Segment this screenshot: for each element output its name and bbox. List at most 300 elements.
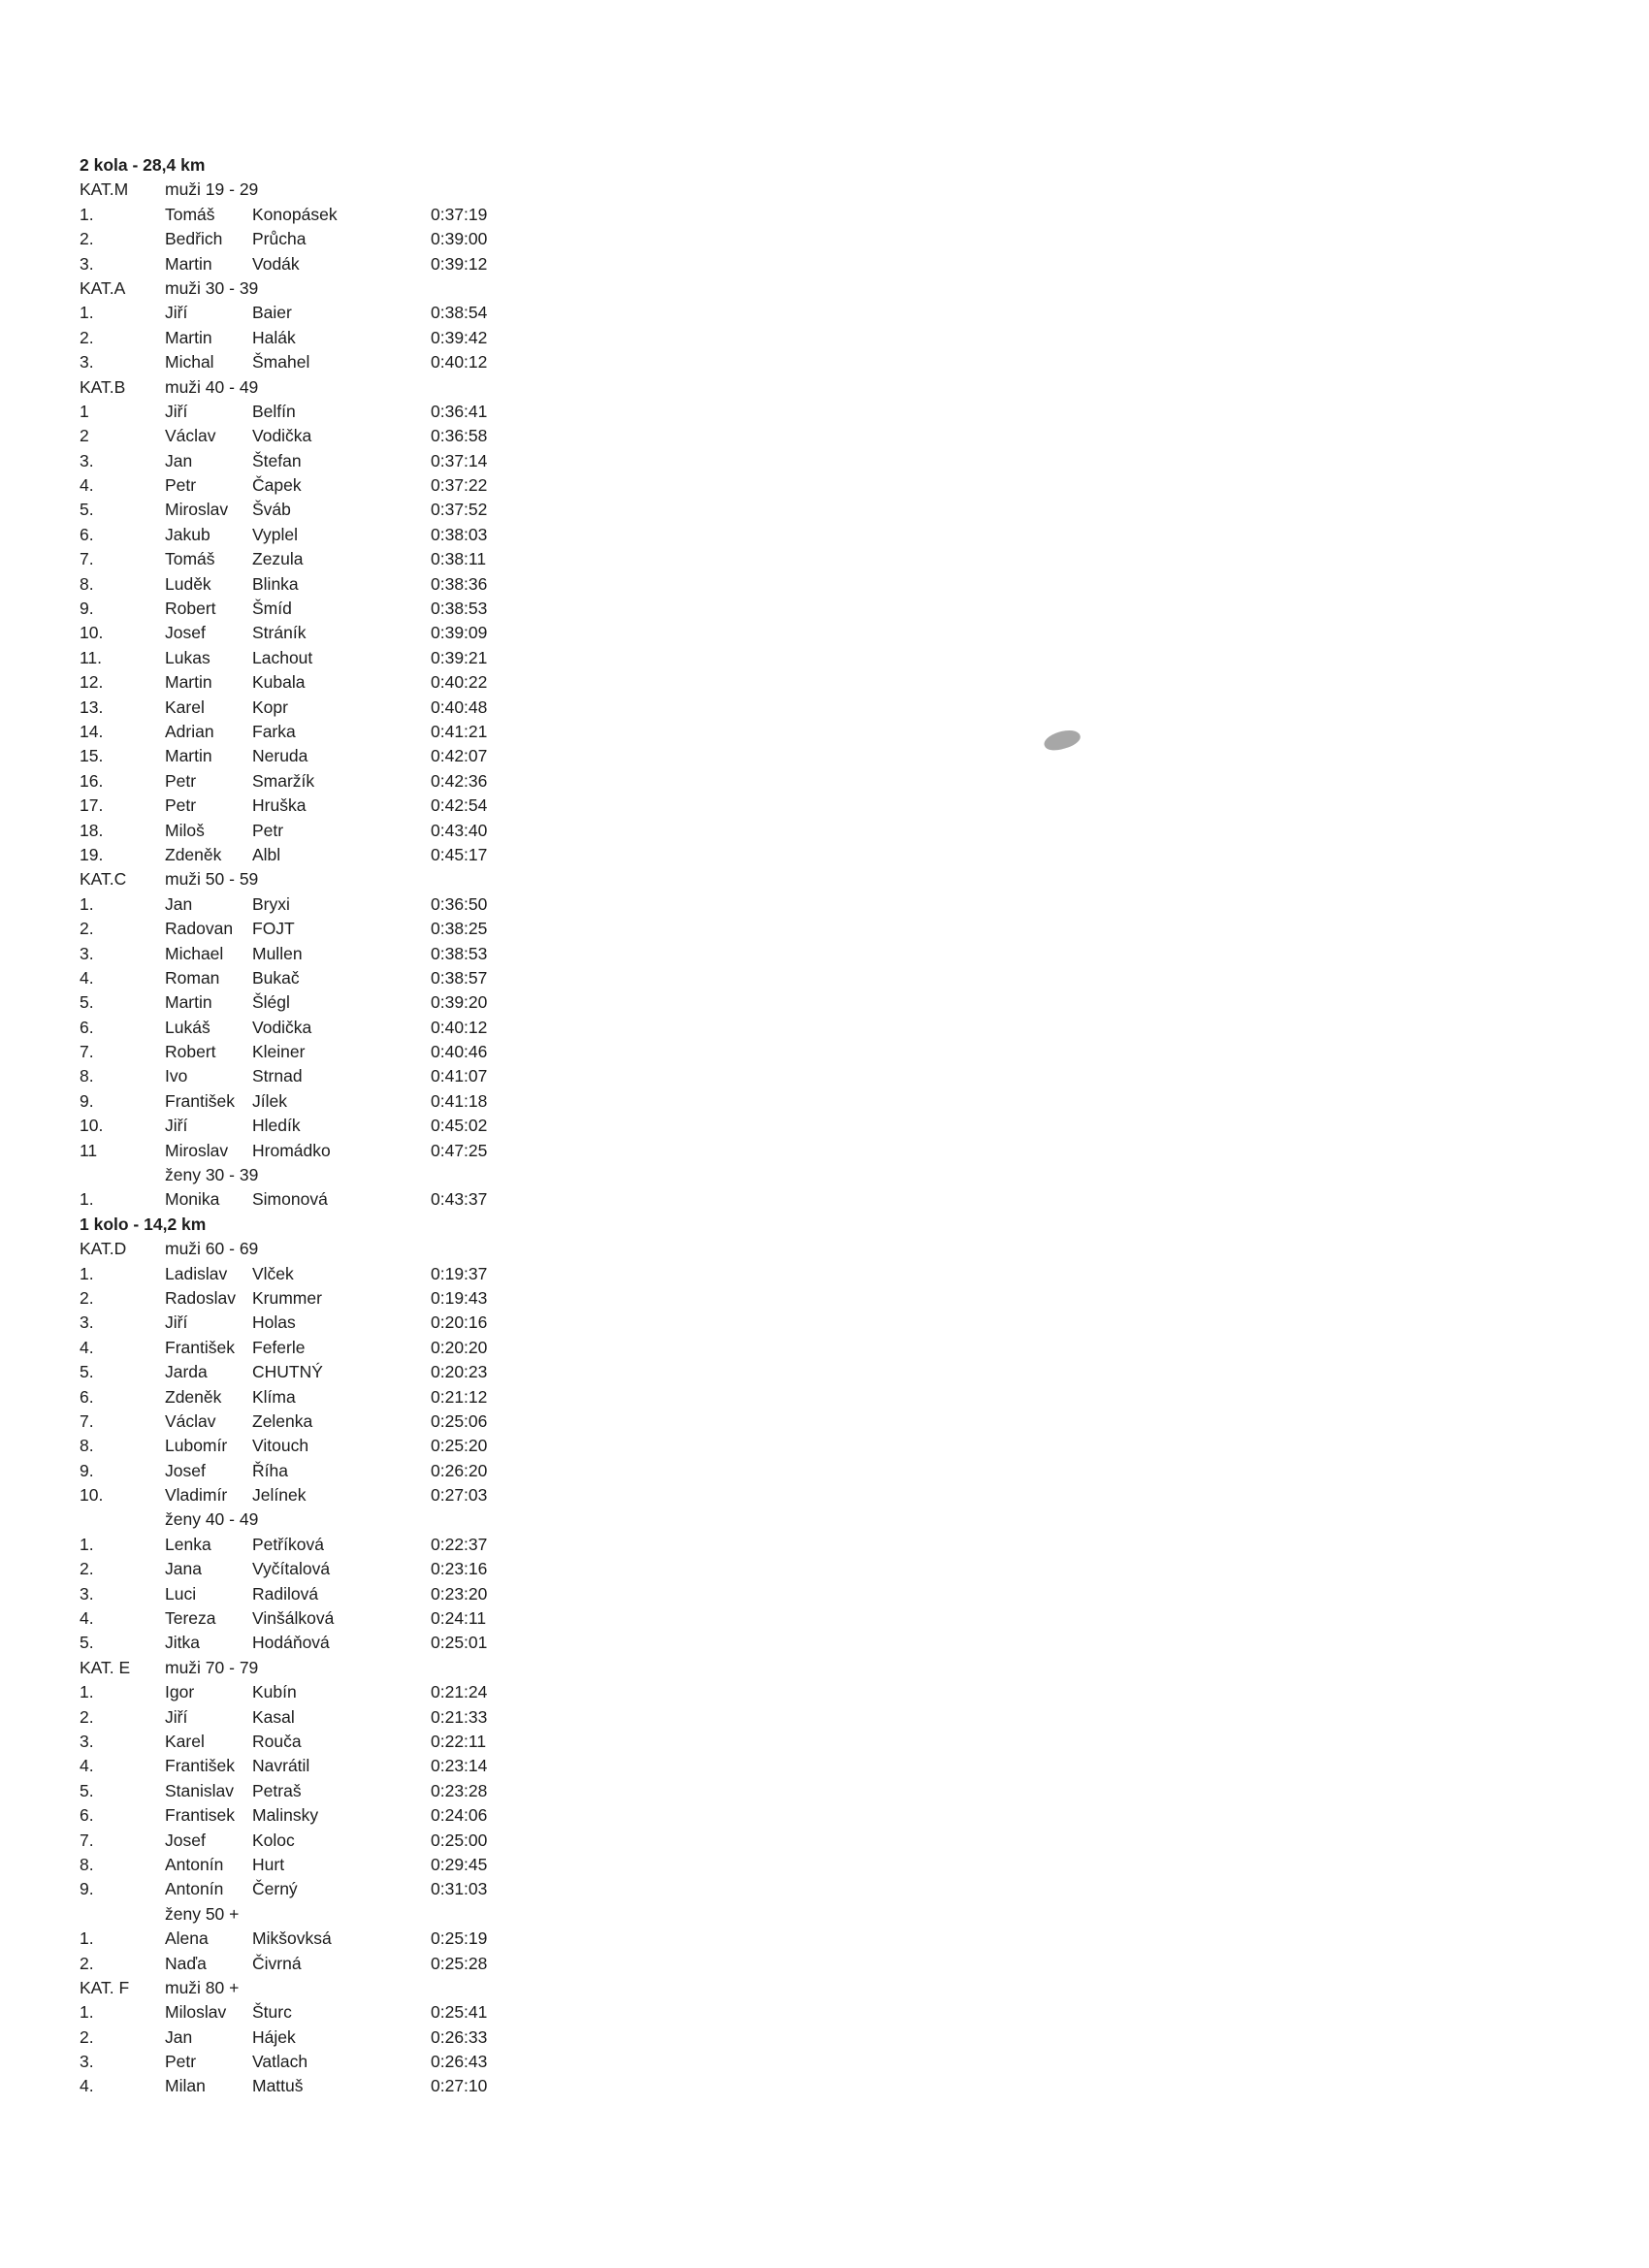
category-row	[70, 1656, 516, 1680]
result-row	[70, 1089, 516, 1114]
rank: 11	[80, 1140, 98, 1160]
finish-time: 0:47:25	[431, 1140, 488, 1160]
last-name: Vodička	[252, 426, 312, 446]
finish-time: 0:20:23	[431, 1362, 488, 1382]
last-name: Vyplel	[252, 524, 299, 544]
last-name: Šváb	[252, 500, 291, 520]
finish-time: 0:36:58	[431, 426, 488, 446]
rank: 1	[80, 401, 89, 421]
last-name: Šmíd	[252, 599, 292, 619]
last-name: Navrátil	[252, 1756, 310, 1776]
result-row	[70, 252, 516, 276]
last-name: FOJT	[252, 919, 295, 939]
rank: 2	[80, 426, 89, 446]
first-name: Lukas	[165, 647, 210, 667]
rank: 6.	[80, 1805, 94, 1826]
finish-time: 0:41:07	[431, 1066, 488, 1086]
rank: 1.	[80, 204, 94, 224]
result-row	[70, 892, 516, 917]
rank: 10.	[80, 623, 104, 643]
section-heading-row	[70, 1213, 516, 1237]
last-name: Hájek	[252, 2026, 296, 2047]
finish-time: 0:25:01	[431, 1633, 488, 1653]
rank: 3.	[80, 352, 94, 373]
first-name: Martin	[165, 672, 212, 693]
result-row	[70, 1016, 516, 1040]
rank: 11.	[80, 647, 103, 667]
finish-time: 0:26:43	[431, 2052, 488, 2072]
result-row	[70, 769, 516, 794]
rank: 8.	[80, 573, 94, 594]
last-name: Kopr	[252, 697, 288, 717]
result-row	[70, 1803, 516, 1828]
finish-time: 0:27:10	[431, 2076, 488, 2096]
rank: 2.	[80, 919, 94, 939]
result-row	[70, 1754, 516, 1778]
finish-time: 0:39:09	[431, 623, 488, 643]
first-name: Václav	[165, 426, 216, 446]
rank: 2.	[80, 2026, 94, 2047]
category-code: KAT.M	[80, 179, 129, 200]
result-row	[70, 1360, 516, 1384]
finish-time: 0:23:16	[431, 1559, 488, 1579]
category-row	[70, 1507, 516, 1532]
result-row	[70, 1483, 516, 1507]
rank: 2.	[80, 1706, 94, 1727]
first-name: Radovan	[165, 919, 234, 939]
finish-time: 0:43:37	[431, 1189, 488, 1210]
first-name: Jan	[165, 450, 193, 470]
last-name: Strnad	[252, 1066, 303, 1086]
finish-time: 0:23:14	[431, 1756, 488, 1776]
first-name: Stanislav	[165, 1780, 235, 1800]
finish-time: 0:41:18	[431, 1090, 488, 1111]
rank: 8.	[80, 1854, 94, 1874]
rank: 1.	[80, 1682, 94, 1702]
finish-time: 0:37:19	[431, 204, 488, 224]
category-row	[70, 1976, 516, 2000]
result-row	[70, 2000, 516, 2025]
last-name: Stráník	[252, 623, 307, 643]
finish-time: 0:36:50	[431, 893, 488, 914]
first-name: Tomáš	[165, 204, 215, 224]
result-row	[70, 1779, 516, 1803]
result-row	[70, 1680, 516, 1704]
first-name: Milan	[165, 2076, 206, 2096]
last-name: Vatlach	[252, 2052, 308, 2072]
first-name: Radoslav	[165, 1287, 236, 1308]
last-name: Hodáňová	[252, 1633, 330, 1653]
rank: 1.	[80, 1263, 94, 1283]
result-row	[70, 1139, 516, 1163]
first-name: Robert	[165, 1042, 216, 1062]
first-name: Luci	[165, 1583, 197, 1604]
result-row	[70, 1952, 516, 1976]
rank: 3.	[80, 2052, 94, 2072]
rank: 9.	[80, 599, 94, 619]
result-row	[70, 203, 516, 227]
rank: 13.	[80, 697, 104, 717]
category-label: muži 50 - 59	[165, 869, 259, 890]
rank: 2.	[80, 1953, 94, 1973]
finish-time: 0:25:19	[431, 1928, 488, 1949]
first-name: Jakub	[165, 524, 210, 544]
first-name: Petr	[165, 2052, 197, 2072]
result-row	[70, 1533, 516, 1557]
result-row	[70, 400, 516, 424]
first-name: Tomáš	[165, 549, 215, 569]
first-name: Martin	[165, 992, 212, 1013]
result-row	[70, 473, 516, 498]
category-code: KAT.D	[80, 1239, 127, 1259]
first-name: Zdeněk	[165, 1386, 222, 1407]
first-name: Tereza	[165, 1608, 216, 1629]
last-name: Albl	[252, 844, 281, 864]
category-label: ženy 30 - 39	[165, 1165, 259, 1185]
first-name: Ivo	[165, 1066, 188, 1086]
result-row	[70, 1434, 516, 1458]
rank: 14.	[80, 721, 104, 741]
last-name: Jelínek	[252, 1485, 307, 1506]
rank: 7.	[80, 549, 94, 569]
finish-time: 0:37:22	[431, 475, 488, 496]
last-name: Vyčítalová	[252, 1559, 331, 1579]
first-name: Josef	[165, 1460, 206, 1480]
first-name: Jiří	[165, 1116, 188, 1136]
first-name: Miloš	[165, 820, 205, 840]
result-row	[70, 1730, 516, 1754]
last-name: Blinka	[252, 573, 299, 594]
rank: 4.	[80, 475, 94, 496]
finish-time: 0:38:54	[431, 303, 488, 323]
last-name: Čivrná	[252, 1953, 302, 1973]
rank: 1.	[80, 1189, 94, 1210]
last-name: Klíma	[252, 1386, 296, 1407]
last-name: Petříková	[252, 1534, 324, 1554]
result-row	[70, 498, 516, 522]
rank: 7.	[80, 1830, 94, 1850]
first-name: Antonín	[165, 1854, 224, 1874]
first-name: Josef	[165, 1830, 206, 1850]
first-name: Josef	[165, 623, 206, 643]
rank: 1.	[80, 893, 94, 914]
result-row	[70, 1631, 516, 1655]
result-row	[70, 2074, 516, 2098]
category-row	[70, 1902, 516, 1927]
first-name: Lubomír	[165, 1436, 228, 1456]
rank: 5.	[80, 1780, 94, 1800]
rank: 1.	[80, 2002, 94, 2023]
result-row	[70, 449, 516, 473]
category-label: muži 60 - 69	[165, 1239, 259, 1259]
last-name: Bukač	[252, 967, 300, 988]
first-name: Alena	[165, 1928, 209, 1949]
rank: 4.	[80, 1337, 94, 1357]
category-row	[70, 1163, 516, 1187]
finish-time: 0:40:12	[431, 1017, 488, 1037]
first-name: Zdeněk	[165, 844, 222, 864]
rank: 3.	[80, 943, 94, 963]
last-name: Simonová	[252, 1189, 328, 1210]
finish-time: 0:25:06	[431, 1410, 488, 1431]
finish-time: 0:42:07	[431, 746, 488, 766]
finish-time: 0:19:43	[431, 1287, 488, 1308]
rank: 19.	[80, 844, 104, 864]
result-row	[70, 1187, 516, 1212]
last-name: Mattuš	[252, 2076, 304, 2096]
last-name: Mullen	[252, 943, 303, 963]
last-name: Feferle	[252, 1337, 306, 1357]
result-row	[70, 1286, 516, 1311]
rank: 10.	[80, 1485, 104, 1506]
result-row	[70, 1064, 516, 1088]
first-name: Petr	[165, 795, 197, 816]
result-row	[70, 301, 516, 325]
last-name: Zelenka	[252, 1410, 313, 1431]
last-name: Zezula	[252, 549, 304, 569]
rank: 16.	[80, 770, 104, 791]
first-name: Antonín	[165, 1879, 224, 1899]
finish-time: 0:27:03	[431, 1485, 488, 1506]
finish-time: 0:38:25	[431, 919, 488, 939]
result-row	[70, 819, 516, 843]
finish-time: 0:25:20	[431, 1436, 488, 1456]
result-row	[70, 696, 516, 720]
finish-time: 0:21:24	[431, 1682, 488, 1702]
result-row	[70, 794, 516, 818]
first-name: Jiří	[165, 401, 188, 421]
result-row	[70, 350, 516, 374]
result-row	[70, 942, 516, 966]
result-row	[70, 1409, 516, 1434]
rank: 3.	[80, 450, 94, 470]
finish-time: 0:43:40	[431, 820, 488, 840]
first-name: Michal	[165, 352, 214, 373]
rank: 2.	[80, 1559, 94, 1579]
rank: 12.	[80, 672, 104, 693]
category-label: ženy 50 +	[165, 1903, 240, 1924]
rank: 2.	[80, 229, 94, 249]
result-row	[70, 547, 516, 571]
finish-time: 0:22:11	[431, 1732, 487, 1751]
finish-time: 0:40:48	[431, 697, 488, 717]
last-name: Petraš	[252, 1780, 302, 1800]
last-name: Hledík	[252, 1116, 301, 1136]
last-name: Farka	[252, 721, 296, 741]
finish-time: 0:24:06	[431, 1805, 488, 1826]
rank: 17.	[80, 795, 104, 816]
rank: 9.	[80, 1879, 94, 1899]
result-row	[70, 1311, 516, 1335]
finish-time: 0:20:16	[431, 1312, 488, 1333]
result-row	[70, 1606, 516, 1631]
result-row	[70, 1582, 516, 1606]
finish-time: 0:25:41	[431, 2002, 488, 2023]
last-name: Krummer	[252, 1287, 322, 1308]
result-row	[70, 990, 516, 1015]
result-row	[70, 1336, 516, 1360]
result-row	[70, 843, 516, 867]
result-row	[70, 720, 516, 744]
result-row	[70, 966, 516, 990]
last-name: Vodička	[252, 1017, 312, 1037]
first-name: Martin	[165, 253, 212, 274]
finish-time: 0:26:33	[431, 2026, 488, 2047]
category-code: KAT. F	[80, 1977, 130, 1997]
last-name: Neruda	[252, 746, 308, 766]
rank: 3.	[80, 1732, 94, 1751]
result-row	[70, 646, 516, 670]
category-label: muži 19 - 29	[165, 179, 259, 200]
result-row	[70, 670, 516, 695]
last-name: Radilová	[252, 1583, 319, 1604]
last-name: Halák	[252, 327, 296, 347]
last-name: Kubala	[252, 672, 306, 693]
last-name: Bryxi	[252, 893, 290, 914]
last-name: Vitouch	[252, 1436, 309, 1456]
finish-time: 0:38:36	[431, 573, 488, 594]
category-label: muži 40 - 49	[165, 376, 259, 397]
category-code: KAT.A	[80, 277, 126, 298]
last-name: Kubín	[252, 1682, 297, 1702]
result-row	[70, 1927, 516, 1951]
last-name: Mikšovksá	[252, 1928, 332, 1949]
rank: 3.	[80, 1312, 94, 1333]
finish-time: 0:23:20	[431, 1583, 488, 1604]
first-name: Miroslav	[165, 500, 229, 520]
last-name: Vinšálková	[252, 1608, 335, 1629]
first-name: Petr	[165, 770, 197, 791]
first-name: Jiří	[165, 1312, 188, 1333]
finish-time: 0:26:20	[431, 1460, 488, 1480]
first-name: Karel	[165, 1732, 205, 1751]
finish-time: 0:39:42	[431, 327, 488, 347]
last-name: Konopásek	[252, 204, 338, 224]
last-name: Petr	[252, 820, 284, 840]
result-row	[70, 1385, 516, 1409]
first-name: Miroslav	[165, 1140, 229, 1160]
finish-time: 0:45:02	[431, 1116, 488, 1136]
category-code: KAT.B	[80, 376, 126, 397]
first-name: Monika	[165, 1189, 220, 1210]
rank: 4.	[80, 1608, 94, 1629]
last-name: Říha	[252, 1460, 288, 1480]
rank: 3.	[80, 1583, 94, 1604]
last-name: Baier	[252, 303, 292, 323]
finish-time: 0:37:14	[431, 450, 488, 470]
last-name: Vlček	[252, 1263, 294, 1283]
rank: 6.	[80, 524, 94, 544]
finish-time: 0:23:28	[431, 1780, 488, 1800]
result-row	[70, 326, 516, 350]
scan-smudge	[1042, 727, 1083, 755]
last-name: Kleiner	[252, 1042, 306, 1062]
finish-time: 0:42:36	[431, 770, 488, 791]
last-name: Průcha	[252, 229, 307, 249]
first-name: Robert	[165, 599, 216, 619]
finish-time: 0:25:00	[431, 1830, 488, 1850]
result-row	[70, 744, 516, 768]
last-name: Čapek	[252, 475, 302, 496]
finish-time: 0:39:21	[431, 647, 488, 667]
last-name: Štefan	[252, 450, 302, 470]
category-label: muži 80 +	[165, 1977, 240, 1997]
result-row	[70, 1705, 516, 1730]
category-row	[70, 178, 516, 202]
finish-time: 0:38:11	[431, 549, 487, 569]
rank: 8.	[80, 1436, 94, 1456]
last-name: Vodák	[252, 253, 300, 274]
first-name: František	[165, 1337, 235, 1357]
section-heading: 2 kola - 28,4 km	[80, 155, 206, 175]
first-name: Naďa	[165, 1953, 207, 1973]
finish-time: 0:41:21	[431, 721, 488, 741]
first-name: Miloslav	[165, 2002, 227, 2023]
first-name: Bedřich	[165, 229, 223, 249]
first-name: Jana	[165, 1559, 202, 1579]
result-row	[70, 917, 516, 941]
result-row	[70, 227, 516, 251]
last-name: Holas	[252, 1312, 296, 1333]
finish-time: 0:39:00	[431, 229, 488, 249]
finish-time: 0:40:22	[431, 672, 488, 693]
result-row	[70, 1114, 516, 1138]
first-name: Michael	[165, 943, 224, 963]
category-row	[70, 867, 516, 891]
first-name: Martin	[165, 327, 212, 347]
first-name: Karel	[165, 697, 205, 717]
result-row	[70, 523, 516, 547]
result-row	[70, 572, 516, 597]
finish-time: 0:40:46	[431, 1042, 488, 1062]
rank: 5.	[80, 1362, 94, 1382]
section-heading: 1 kolo - 14,2 km	[80, 1214, 207, 1234]
first-name: Igor	[165, 1682, 195, 1702]
result-row	[70, 621, 516, 645]
finish-time: 0:24:11	[431, 1608, 487, 1629]
first-name: Jiří	[165, 303, 188, 323]
category-row	[70, 276, 516, 301]
last-name: Rouča	[252, 1732, 302, 1751]
last-name: CHUTNÝ	[252, 1362, 323, 1382]
rank: 1.	[80, 1928, 94, 1949]
result-row	[70, 597, 516, 621]
rank: 4.	[80, 1756, 94, 1776]
category-row	[70, 375, 516, 400]
first-name: Roman	[165, 967, 220, 988]
last-name: Smaržík	[252, 770, 315, 791]
finish-time: 0:39:12	[431, 253, 488, 274]
result-row	[70, 1040, 516, 1064]
finish-time: 0:29:45	[431, 1854, 488, 1874]
finish-time: 0:36:41	[431, 401, 488, 421]
first-name: Václav	[165, 1410, 216, 1431]
last-name: Hromádko	[252, 1140, 331, 1160]
finish-time: 0:20:20	[431, 1337, 488, 1357]
result-row	[70, 2025, 516, 2050]
last-name: Šturc	[252, 2002, 292, 2023]
rank: 2.	[80, 1287, 94, 1308]
rank: 6.	[80, 1017, 94, 1037]
first-name: Frantisek	[165, 1805, 235, 1826]
finish-time: 0:39:20	[431, 992, 488, 1013]
rank: 8.	[80, 1066, 94, 1086]
category-code: KAT. E	[80, 1657, 131, 1677]
rank: 9.	[80, 1090, 94, 1111]
section-heading-row	[70, 153, 516, 178]
category-row	[70, 1237, 516, 1261]
rank: 15.	[80, 746, 104, 766]
